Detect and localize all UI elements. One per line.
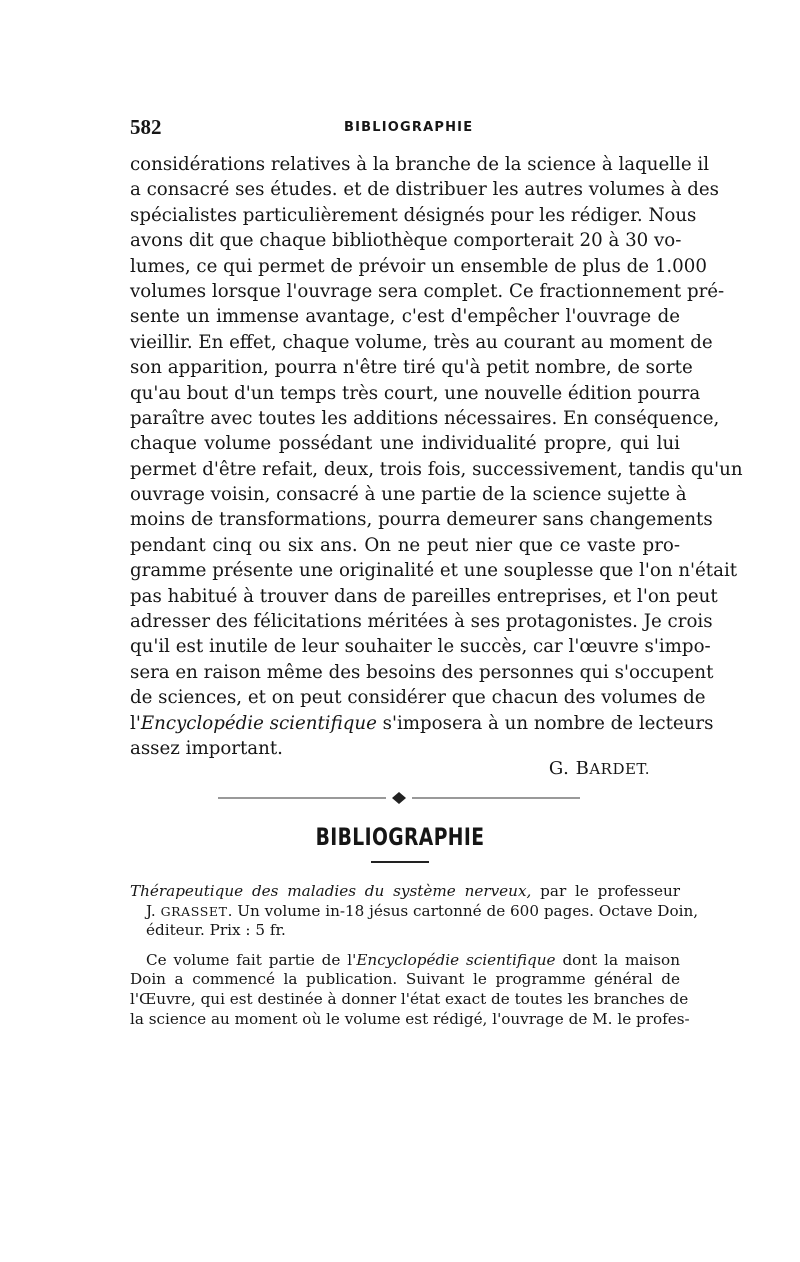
main-text-line: pendant cinq ou six ans. On ne peut nier que ce vaste pro- [130,534,680,556]
main-text-line: pas habitué à trouver dans de pareilles entreprises, et l'on peut [130,585,718,607]
main-text-line: sera en raison même des besoins des personnes qui s'occupent [130,661,714,683]
running-head [130,115,680,139]
main-text [130,152,743,761]
main-text-last-line: assez important. [130,737,283,759]
main-text-line: gramme présente une originalité et une souplesse que l'on n'était [130,560,738,582]
main-text-line: permet d'être refait, deux, trois fois, successivement, tandis qu'un [130,458,743,480]
section-title: BIBLIOGRAPHIE [315,823,485,851]
review-para-line: Doin a commencé la publication. Suivant le programme général de [130,970,680,989]
main-text-line: paraître avec toutes les additions nécessaires. En conséquence, [130,407,720,429]
main-text-line: de sciences, et on peut considérer que chacun des volumes de [130,687,706,709]
main-text-line: considérations relatives à la branche de la science à laquelle il [130,154,710,175]
main-text-line: vieillir. En effet, chaque volume, très au courant au moment de [130,331,713,353]
main-text-line: avons dit que chaque bibliothèque comporterait 20 à 30 vo- [130,230,682,252]
review-para-line-1: Ce volume fait partie de l'Encyclopédie scientifique dont la maison [146,950,680,969]
signature: G. BARDET. [548,758,650,779]
main-text-line: chaque volume possédant une individualité propre, qui lui [130,433,680,455]
page-number: 582 [130,115,162,139]
main-text-lines [130,152,743,711]
review-book-line: Thérapeutique des maladies du système nerveux, par le professeur [130,882,681,900]
main-text-line: son apparition, pourra n'être tiré qu'à petit nombre, de sorte [130,357,693,379]
main-text-line: a consacré ses études. et de distribuer les autres volumes à des [130,179,719,201]
running-title: BIBLIOGRAPHIE [344,120,474,135]
review [130,882,699,1029]
main-text-line: adresser des félicitations méritées à ses protagonistes. Je crois [130,611,713,633]
main-text-line: qu'au bout d'un temps très court, une nouvelle édition pourra [130,382,701,404]
main-text-line: moins de transformations, pourra demeurer sans changements [130,509,713,531]
author-name: GRASSET [160,903,228,919]
review-para-line: la science au moment où le volume est rédigé, l'ouvrage de M. le profes- [130,1009,690,1028]
review-para-line: l'Œuvre, qui est destinée à donner l'état exact de toutes les branches de [130,989,689,1008]
main-text-line: lumes, ce qui permet de prévoir un ensemble de plus de 1.000 [130,255,707,277]
title-rule [371,861,429,863]
review-details-line: éditeur. Prix : 5 fr. [146,921,286,940]
main-text-line: sente un immense avantage, c'est d'empêcher l'ouvrage de [130,306,680,328]
book-title: Thérapeutique des maladies du système nerveux, [130,882,532,900]
review-para-lines [130,970,690,1029]
main-text-line: volumes lorsque l'ouvrage sera complet. Ce fractionnement pré- [130,280,725,302]
main-text-line: qu'il est inutile de leur souhaiter le succès, car l'œuvre s'impo- [130,636,711,658]
main-text-line: spécialistes particulièrement désignés pour les rédiger. Nous [130,204,697,226]
review-author-line: J. GRASSET. Un volume in-18 jésus cartonné de 600 pages. Octave Doin, [146,901,699,920]
ornament-divider [218,790,580,806]
main-text-line: ouvrage voisin, consacré à une partie de la science sujette à [130,484,687,506]
main-text-line-23: l'Encyclopédie scientifique s'imposera à un nombre de lecteurs [130,712,714,734]
encyclopedie-title: Encyclopédie scientifique [140,712,377,734]
